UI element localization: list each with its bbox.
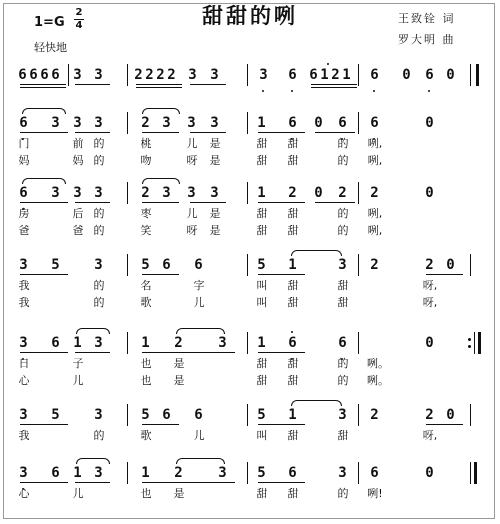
note-digit: 3 (94, 335, 103, 351)
underline-beam (315, 132, 355, 133)
bar-line (68, 64, 69, 86)
note-digit: 1 (73, 335, 82, 351)
note-digit: 6 (162, 407, 171, 423)
note-digit: 3 (73, 185, 82, 201)
underline-beam (142, 132, 179, 133)
note-digit: 0 (425, 185, 434, 201)
underline-beam (142, 424, 179, 425)
lyric-char: 咧, (367, 154, 383, 167)
tempo-marking: 轻快地 (34, 41, 67, 54)
repeat-dot (468, 338, 471, 341)
underline-beam (75, 482, 110, 483)
lyric-char: 桃 (140, 137, 152, 150)
note-digit: 3 (51, 185, 60, 201)
note-digit: 2 (370, 257, 379, 273)
note-digit: 1 (342, 67, 351, 83)
note-digit: 5 (257, 257, 266, 273)
note-digit: 1 (73, 465, 82, 481)
octave-dot (327, 63, 329, 65)
note-digit: 3 (162, 185, 171, 201)
note-digit: 0 (425, 115, 434, 131)
lyric-char: 甜 (256, 137, 268, 150)
note-digit: 3 (94, 185, 103, 201)
bar-line (127, 64, 128, 86)
lyric-char: 呀, (422, 429, 438, 442)
note-digit: 3 (73, 67, 82, 83)
note-digit: 3 (162, 115, 171, 131)
note-digit: 6 (18, 67, 27, 83)
note-digit: 6 (19, 115, 28, 131)
bar-line (358, 254, 359, 276)
underline-beam (315, 202, 355, 203)
lyric-char: 甜 (287, 279, 299, 292)
lyric-char: 也 (140, 487, 152, 500)
note-digit: 2 (134, 67, 143, 83)
lyric-char: 儿 (186, 207, 198, 220)
note-digit: 3 (338, 407, 347, 423)
lyric-char: 的 (337, 374, 349, 387)
underline-beam (258, 482, 305, 483)
bar-line (247, 112, 248, 134)
note-digit: 6 (29, 67, 38, 83)
note-digit: 5 (141, 257, 150, 273)
lyric-char: 甜 (287, 207, 299, 220)
underline-beam (258, 202, 305, 203)
lyric-char: 的 (93, 296, 105, 309)
lyric-char: 名 (140, 279, 152, 292)
lyric-char: 我 (18, 296, 30, 309)
underline-beam (142, 274, 179, 275)
underline-beam (20, 424, 68, 425)
repeat-bar-line (474, 332, 475, 354)
lyric-char: 前 (72, 137, 84, 150)
note-digit: 3 (210, 185, 219, 201)
slur-arc (291, 250, 342, 256)
lyric-char: 儿 (193, 429, 205, 442)
bar-line (470, 254, 471, 276)
slur-arc (142, 108, 180, 114)
lyric-char: 是 (209, 207, 221, 220)
note-digit: 6 (288, 465, 297, 481)
underline-beam (190, 132, 226, 133)
note-digit: 6 (51, 465, 60, 481)
note-digit: 6 (338, 335, 347, 351)
note-digit: 6 (19, 185, 28, 201)
slur-arc (291, 400, 342, 406)
bar-line (127, 112, 128, 134)
note-digit: 3 (218, 335, 227, 351)
final-bar-line-thick (474, 462, 477, 484)
note-digit: 6 (51, 335, 60, 351)
lyric-char: 的 (337, 487, 349, 500)
note-digit: 0 (314, 185, 323, 201)
lyric-char: 甜 (287, 374, 299, 387)
note-digit: 2 (425, 407, 434, 423)
note-digit: 5 (257, 407, 266, 423)
lyric-char: 甜 (337, 296, 349, 309)
lyricist-credit: 王致铨 词 (398, 12, 456, 25)
underline-beam (142, 482, 235, 483)
bar-line (358, 182, 359, 204)
lyric-char: 儿 (72, 487, 84, 500)
bar-line (247, 64, 248, 86)
bar-line (247, 462, 248, 484)
note-digit: 5 (51, 407, 60, 423)
note-digit: 0 (446, 67, 455, 83)
note-digit: 3 (338, 257, 347, 273)
underline-beam (258, 274, 305, 275)
underline-beam (190, 84, 226, 85)
lyric-char: 爸 (18, 224, 30, 237)
lyric-char: 叫 (256, 429, 268, 442)
lyric-char: 甜 (337, 279, 349, 292)
underline-beam (20, 84, 66, 85)
lyric-char: 后 (72, 207, 84, 220)
lyric-char: 我 (18, 279, 30, 292)
note-digit: 1 (141, 335, 150, 351)
lyric-char: 爸 (72, 224, 84, 237)
lyric-char: 甜 (287, 429, 299, 442)
bar-line (127, 332, 128, 354)
underline-beam (20, 274, 68, 275)
underline-beam (426, 424, 463, 425)
note-digit: 3 (187, 185, 196, 201)
lyric-char: 是 (173, 487, 185, 500)
lyric-char: 儿 (193, 296, 205, 309)
lyric-char: 也 (140, 357, 152, 370)
note-digit: 0 (425, 465, 434, 481)
lyric-char: 呀 (186, 224, 198, 237)
underline-beam (75, 352, 110, 353)
underline-beam (75, 132, 110, 133)
lyric-char: 咧。 (367, 374, 389, 387)
note-digit: 2 (425, 257, 434, 273)
slur-arc (22, 108, 66, 114)
lyric-char: 的 (93, 429, 105, 442)
bar-line (358, 462, 359, 484)
lyric-char: 甜 (287, 154, 299, 167)
underline-beam (20, 87, 66, 88)
lyric-char: 是 (209, 137, 221, 150)
final-bar-line (470, 462, 471, 484)
lyric-char: 甜 (287, 137, 299, 150)
slur-arc (176, 328, 225, 334)
note-digit: 2 (156, 67, 165, 83)
underline-beam (258, 352, 305, 353)
lyric-char: 咧, (367, 207, 383, 220)
note-digit: 2 (288, 185, 297, 201)
note-digit: 1 (141, 465, 150, 481)
song-title: 甜甜的咧 (202, 4, 298, 28)
note-digit: 2 (331, 67, 340, 83)
lyric-char: 歌 (140, 296, 152, 309)
note-digit: 3 (94, 115, 103, 131)
lyric-char: 是 (173, 374, 185, 387)
final-bar-line (476, 64, 479, 86)
lyric-char: 笑 (140, 224, 152, 237)
lyric-char: 甜 (287, 357, 299, 370)
lyric-char: 咧, (367, 137, 383, 150)
note-digit: 3 (19, 335, 28, 351)
lyric-char: 的 (337, 224, 349, 237)
lyric-char: 甜 (256, 224, 268, 237)
underline-beam (20, 202, 68, 203)
note-digit: 1 (320, 67, 329, 83)
underline-beam (136, 84, 182, 85)
note-digit: 2 (141, 115, 150, 131)
lyric-char: 呀, (422, 279, 438, 292)
note-digit: 1 (257, 185, 266, 201)
note-digit: 2 (370, 185, 379, 201)
slur-arc (76, 328, 110, 334)
lyric-char: 叫 (256, 279, 268, 292)
octave-dot (262, 90, 264, 92)
note-digit: 3 (94, 257, 103, 273)
note-digit: 3 (210, 115, 219, 131)
underline-beam (75, 202, 110, 203)
lyric-char: 甜 (256, 374, 268, 387)
lyric-char: 呀, (422, 296, 438, 309)
lyric-char: 是 (173, 357, 185, 370)
lyric-char: 的 (337, 357, 349, 370)
lyric-char: 的 (93, 207, 105, 220)
slur-arc (22, 178, 66, 184)
bar-line (358, 112, 359, 134)
lyric-char: 房 (18, 207, 30, 220)
note-digit: 1 (288, 257, 297, 273)
composer-credit: 罗大明 曲 (398, 33, 456, 46)
slur-arc (142, 178, 180, 184)
underline-beam (20, 132, 68, 133)
bar-line (470, 64, 471, 86)
note-digit: 1 (288, 407, 297, 423)
repeat-bar-line-thick (478, 332, 481, 354)
lyric-char: 妈 (72, 154, 84, 167)
key-signature: 1=G (34, 15, 65, 30)
note-digit: 6 (194, 257, 203, 273)
bar-line (127, 404, 128, 426)
note-digit: 3 (94, 465, 103, 481)
lyric-char: 的 (93, 224, 105, 237)
bar-line (247, 182, 248, 204)
note-digit: 6 (194, 407, 203, 423)
note-digit: 3 (94, 407, 103, 423)
note-digit: 0 (314, 115, 323, 131)
bar-line (127, 182, 128, 204)
note-digit: 0 (425, 335, 434, 351)
underline-beam (20, 482, 68, 483)
lyric-char: 日 (18, 357, 30, 370)
lyric-char: 甜 (287, 296, 299, 309)
note-digit: 2 (174, 465, 183, 481)
octave-dot (428, 90, 430, 92)
note-digit: 6 (370, 465, 379, 481)
note-digit: 3 (218, 465, 227, 481)
note-digit: 3 (19, 407, 28, 423)
note-digit: 6 (40, 67, 49, 83)
note-digit: 5 (51, 257, 60, 273)
note-digit: 2 (145, 67, 154, 83)
note-digit: 6 (425, 67, 434, 83)
underline-beam (142, 352, 235, 353)
note-digit: 3 (19, 465, 28, 481)
lyric-char: 歌 (140, 429, 152, 442)
note-digit: 0 (446, 407, 455, 423)
note-digit: 6 (162, 257, 171, 273)
underline-beam (311, 87, 357, 88)
slur-arc (176, 458, 225, 464)
underline-beam (142, 202, 179, 203)
note-digit: 1 (257, 115, 266, 131)
bar-line (358, 332, 359, 354)
underline-beam (258, 424, 305, 425)
note-digit: 3 (73, 115, 82, 131)
lyric-char: 心 (18, 374, 30, 387)
note-digit: 3 (259, 67, 268, 83)
underline-beam (311, 84, 357, 85)
note-digit: 1 (257, 335, 266, 351)
lyric-char: 呀 (186, 154, 198, 167)
lyric-char: 的 (337, 154, 349, 167)
slur-arc (76, 458, 110, 464)
note-digit: 6 (288, 115, 297, 131)
bar-line (247, 404, 248, 426)
lyric-char: 甜 (287, 224, 299, 237)
lyric-char: 儿 (186, 137, 198, 150)
lyric-char: 甜 (256, 357, 268, 370)
lyric-char: 甜 (337, 429, 349, 442)
lyric-char: 是 (209, 154, 221, 167)
lyric-char: 也 (140, 374, 152, 387)
time-signature-bottom: 4 (75, 20, 83, 31)
note-digit: 0 (402, 67, 411, 83)
lyric-char: 子 (72, 357, 84, 370)
lyric-char: 叫 (256, 296, 268, 309)
lyric-char: 我 (18, 429, 30, 442)
octave-dot (373, 90, 375, 92)
lyric-char: 咧。 (367, 357, 389, 370)
bar-line (247, 332, 248, 354)
time-signature (73, 8, 85, 31)
lyric-char: 咧, (367, 224, 383, 237)
lyric-char: 的 (93, 279, 105, 292)
note-digit: 3 (187, 115, 196, 131)
lyric-char: 甜 (256, 487, 268, 500)
lyric-char: 的 (93, 154, 105, 167)
lyric-char: 的 (337, 137, 349, 150)
note-digit: 2 (370, 407, 379, 423)
note-digit: 6 (288, 67, 297, 83)
underline-beam (258, 132, 305, 133)
bar-line (470, 404, 471, 426)
note-digit: 2 (174, 335, 183, 351)
bar-line (358, 404, 359, 426)
octave-dot (291, 331, 293, 333)
note-digit: 2 (338, 185, 347, 201)
underline-beam (136, 87, 182, 88)
note-digit: 3 (210, 67, 219, 83)
octave-dot (291, 90, 293, 92)
lyric-char: 甜 (256, 154, 268, 167)
lyric-char: 儿 (72, 374, 84, 387)
note-digit: 6 (288, 335, 297, 351)
lyric-char: 字 (193, 279, 205, 292)
lyric-char: 门 (18, 137, 30, 150)
lyric-char: 咧! (367, 487, 383, 500)
lyric-char: 甜 (287, 487, 299, 500)
note-digit: 6 (309, 67, 318, 83)
note-digit: 6 (338, 115, 347, 131)
underline-beam (426, 274, 463, 275)
bar-line (247, 254, 248, 276)
bar-line (127, 462, 128, 484)
lyric-char: 的 (337, 207, 349, 220)
note-digit: 3 (188, 67, 197, 83)
note-digit: 0 (446, 257, 455, 273)
note-digit: 6 (370, 115, 379, 131)
lyric-char: 的 (93, 137, 105, 150)
note-digit: 5 (257, 465, 266, 481)
lyric-char: 吻 (140, 154, 152, 167)
lyric-char: 妈 (18, 154, 30, 167)
note-digit: 3 (19, 257, 28, 273)
note-digit: 6 (370, 67, 379, 83)
note-digit: 2 (167, 67, 176, 83)
note-digit: 3 (94, 67, 103, 83)
note-digit: 6 (51, 67, 60, 83)
note-digit: 5 (141, 407, 150, 423)
note-digit: 3 (51, 115, 60, 131)
underline-beam (190, 202, 226, 203)
lyric-char: 枣 (140, 207, 152, 220)
lyric-char: 心 (18, 487, 30, 500)
bar-line (358, 64, 359, 86)
lyric-char: 甜 (256, 207, 268, 220)
lyric-char: 是 (209, 224, 221, 237)
underline-beam (20, 352, 68, 353)
repeat-dot (468, 345, 471, 348)
note-digit: 3 (338, 465, 347, 481)
time-signature-top: 2 (75, 7, 83, 18)
note-digit: 2 (141, 185, 150, 201)
bar-line (127, 254, 128, 276)
underline-beam (75, 84, 110, 85)
